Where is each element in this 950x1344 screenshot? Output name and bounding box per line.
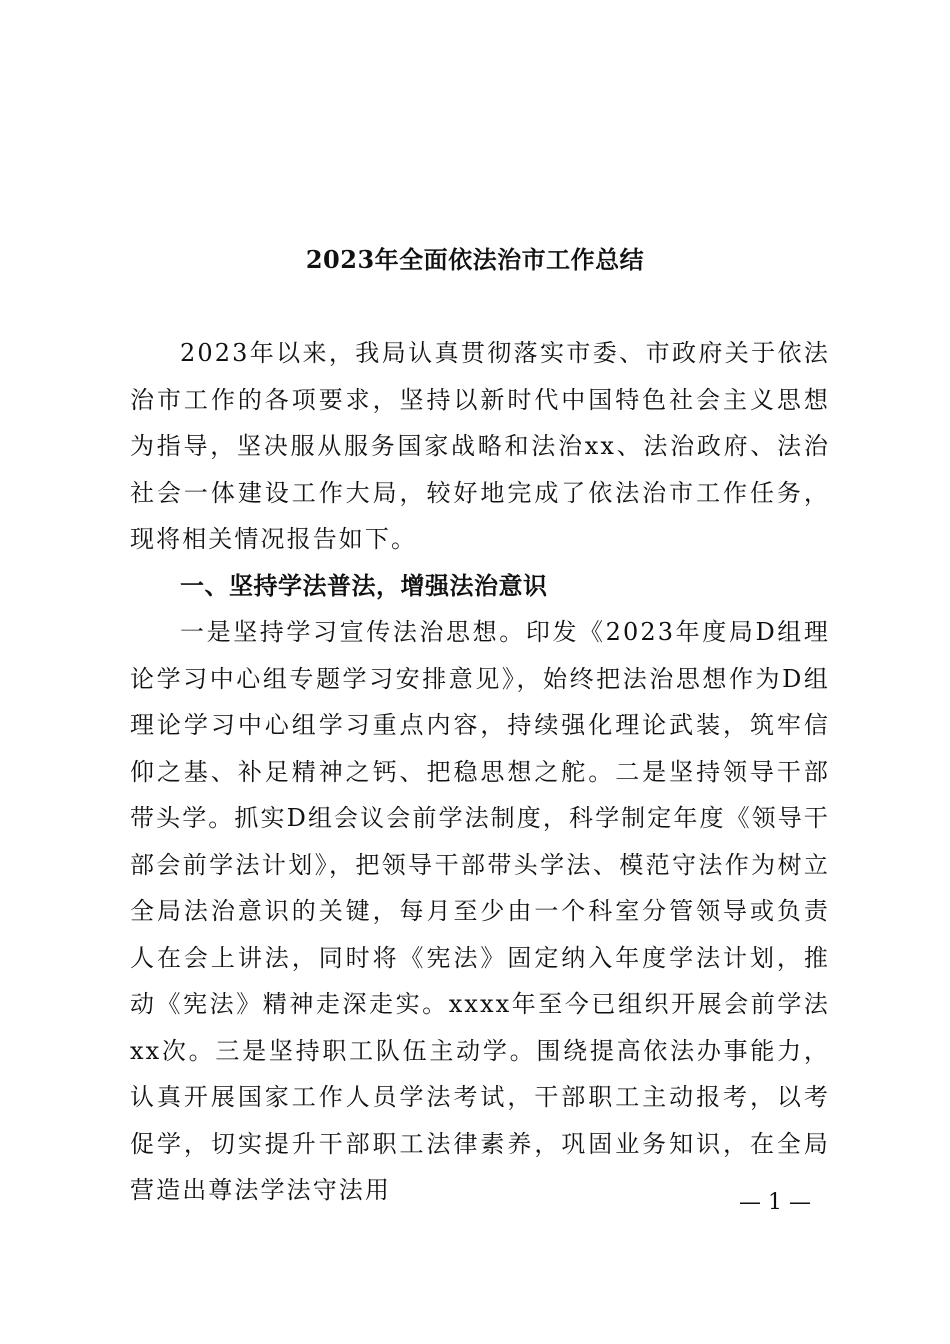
section-heading: 一、坚持学法普法，增强法治意识 [180,571,548,600]
section-paragraph: 一是坚持学习宣传法治思想。印发《2023年度局D组理论学习中心组专题学习安排意见》，始终把法治思想作为D组理论学习中心组学习重点内容，持续强化理论武装，筑牢信仰之基、补足精神之钙、把稳思想之舵。二是坚持领导干部带头学。抓实D组会议会前学法制度，科学制定年度《领导干部会前学法计划》，把领导干部带头学法、模范守法作为树立全局法治意识的关键，每月至少由一个科室分管领导或负责人在会上讲法，同时将《宪法》固定纳入年度学法计划，推动《宪法》精神走深走实。xxxx年至今已组织开展会前学法xx次。三是坚持职工队伍主动学。围绕提高依法办事能力，认真开展国家工作人员学法考试，干部职工主动报考，以考促学，切实提升干部职工法律素养，巩固业务知识，在全局营造出尊法学法守法用 [130,618,830,1204]
document-title: 2023年全面依法治市工作总结 [305,245,645,274]
document-body [130,330,830,1214]
page-number: — 1 — [739,1190,811,1215]
intro-paragraph: 2023年以来，我局认真贯彻落实市委、市政府关于依法治市工作的各项要求，坚持以新时代中国特色社会主义思想为指导，坚决服从服务国家战略和法治xx、法治政府、法治社会一体建设工作大局，较好地完成了依法治市工作任务，现将相关情况报告如下。 [130,339,830,553]
